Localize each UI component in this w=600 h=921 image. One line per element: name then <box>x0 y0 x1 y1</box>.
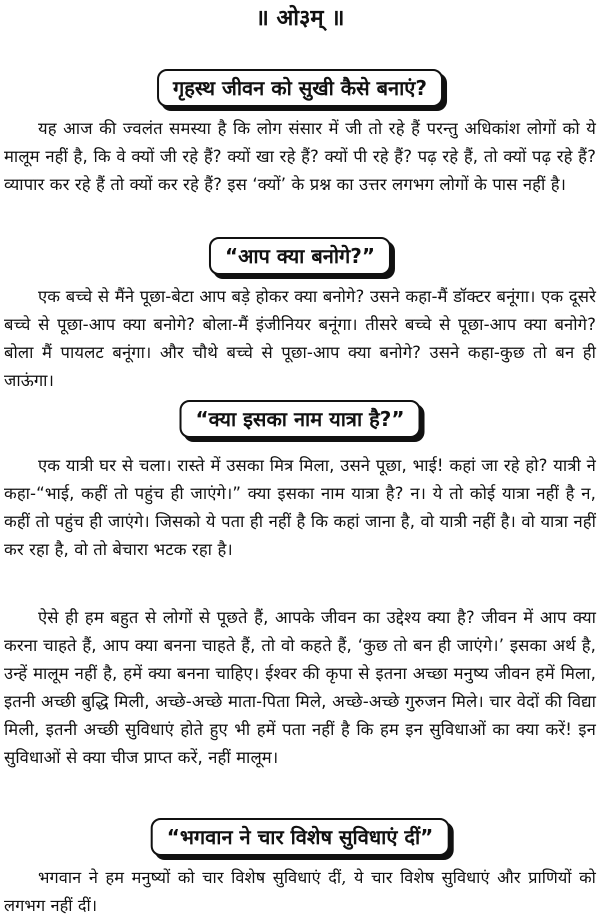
paragraph-grihastha: यह आज की ज्वलंत समस्या है कि लोग संसार में जी तो रहे हैं परन्तु अधिकांश लोगों को ये मालूम नहीं है, कि वे क्यों जी रहे हैं? क्यों खा रहे हैं? क्यों पी रहे हैं? पढ़ रहे हैं, तो क्यों पढ़ रहे हैं? व्यापार कर रहे हैं तो क्यों कर रहे हैं? इस ‘क्यों’ के प्रश्न का उत्तर लगभग लोगों के पास नहीं है। <box>4 119 596 194</box>
paragraph-four-facilities: भगवान ने हम मनुष्यों को चार विशेष सुविधाएं दीं, ये चार विशेष सुविधाएं और प्राणियों को लगभग नहीं दीं। <box>4 868 596 915</box>
paragraph-children: एक बच्चे से मैंने पूछा-बेटा आप बड़े होकर क्या बनोगे? उसने कहा-मैं डॉक्टर बनूंगा। एक दूसरे बच्चे से पूछा-आप क्या बनोगे? बोला-मैं इंजीनियर बनूंगा। तीसरे बच्चे से पूछा-आप क्या बनोगे? बोला मैं पायलट बनूंगा। और चौथे बच्चे से पूछा-आप क्या बनोगे? उसने कहा-कुछ तो बन ही जाऊंगा। <box>4 287 596 390</box>
om-invocation: ॥ ओ३म् ॥ <box>255 6 345 31</box>
section-heading-four-facilities: “भगवान ने चार विशेष सुविधाएं दीं” <box>151 818 450 856</box>
section-heading-aap-kya-banoge: “आप क्या बनोगे?” <box>209 237 391 275</box>
section-heading-grihastha: गृहस्थ जीवन को सुखी कैसे बनाएं? <box>157 69 443 107</box>
section-heading-yatra: “क्या इसका नाम यात्रा है?” <box>180 400 421 438</box>
paragraph-traveller: एक यात्री घर से चला। रास्ते में उसका मित्र मिला, उसने पूछा, भाई! कहां जा रहे हो? यात्री ने कहा-“भाई, कहीं तो पहुंच ही जाएंगे।” क्या इसका नाम यात्रा है? न। ये तो कोई यात्रा नहीं है न, कहीं तो पहुंच ही जाएंगे। जिसको ये पता ही नहीं है कि कहां जाना है, वो यात्री नहीं है। वो यात्रा नहीं कर रहा है, वो तो बेचारा भटक रहा है। <box>4 456 596 559</box>
paragraph-life-purpose: ऐसे ही हम बहुत से लोगों से पूछते हैं, आपके जीवन का उद्देश्य क्या है? जीवन में आप क्या करना चाहते हैं, आप क्या बनना चाहते हैं, तो वो कहते हैं, ‘कुछ तो बन ही जाएंगे।’ इसका अर्थ है, उन्हें मालूम नहीं है, हमें क्या बनना चाहिए। ईश्वर की कृपा से इतना अच्छा मनुष्य जीवन हमें मिला, इतनी अच्छी बुद्धि मिली, अच्छे-अच्छे माता-पिता मिले, अच्छे-अच्छे गुरुजन मिले। चार वेदों की विद्या मिली, इतनी अच्छी सुविधाएं होते हुए भी हमें पता नहीं है कि हम इन सुविधाओं का क्या करें! इन सुविधाओं से क्या चीज प्राप्त करें, नहीं मालूम। <box>4 608 596 767</box>
